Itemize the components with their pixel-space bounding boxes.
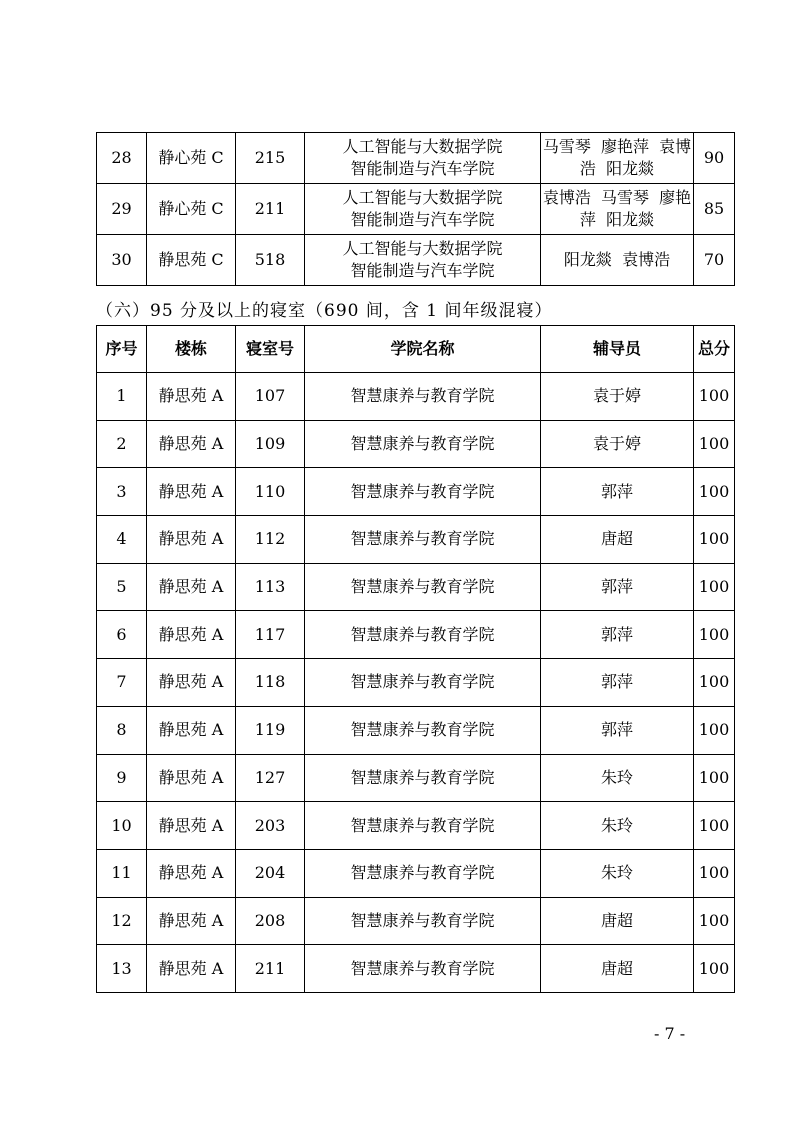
counselor-names [541,184,694,235]
counselor-line: 马雪琴 廖艳萍 袁博 [542,137,692,156]
counselor-name: 唐超 [541,516,694,564]
counselor-names [541,235,694,286]
counselor-name: 郭萍 [541,611,694,659]
building-name: 静思苑 C [147,235,236,286]
college-name: 智慧康养与教育学院 [305,897,541,945]
college-name: 智慧康养与教育学院 [305,468,541,516]
room-number: 204 [236,849,305,897]
total-score: 70 [694,235,735,286]
section-heading: （六）95 分及以上的寝室（690 间，含 1 间年级混寝） [96,301,553,321]
row-number: 1 [97,373,147,421]
total-score: 100 [694,611,735,659]
header-college: 学院名称 [305,326,541,373]
counselor-line: 浩 阳龙燚 [579,159,655,178]
room-number: 113 [236,563,305,611]
table-row [97,849,735,897]
row-number: 28 [97,133,147,184]
college-line: 智能制造与汽车学院 [350,210,495,229]
total-score: 90 [694,133,735,184]
row-number: 8 [97,706,147,754]
counselor-name: 朱玲 [541,802,694,850]
table-body [97,373,735,993]
row-number: 11 [97,849,147,897]
header-room: 寝室号 [236,326,305,373]
counselor-name: 朱玲 [541,849,694,897]
table-row [97,563,735,611]
building-name: 静思苑 A [147,611,236,659]
total-score: 100 [694,516,735,564]
table-row [97,802,735,850]
room-number: 118 [236,659,305,707]
college-line: 智能制造与汽车学院 [350,159,495,178]
row-number: 3 [97,468,147,516]
college-name: 智慧康养与教育学院 [305,611,541,659]
college-name [305,184,541,235]
room-number: 117 [236,611,305,659]
counselor-name: 郭萍 [541,563,694,611]
college-name: 智慧康养与教育学院 [305,420,541,468]
room-number: 107 [236,373,305,421]
building-name: 静思苑 A [147,945,236,993]
row-number: 4 [97,516,147,564]
building-name: 静思苑 A [147,563,236,611]
building-name: 静思苑 A [147,659,236,707]
college-name [305,235,541,286]
table-row [97,373,735,421]
room-number: 112 [236,516,305,564]
table-row [97,945,735,993]
college-name: 智慧康养与教育学院 [305,516,541,564]
room-number: 518 [236,235,305,286]
counselor-name: 袁于婷 [541,373,694,421]
counselor-name: 郭萍 [541,706,694,754]
row-number: 6 [97,611,147,659]
counselor-names [541,133,694,184]
total-score: 100 [694,802,735,850]
room-number: 215 [236,133,305,184]
table-row [97,420,735,468]
counselor-name: 郭萍 [541,468,694,516]
table-row [97,897,735,945]
building-name: 静思苑 A [147,468,236,516]
row-number: 2 [97,420,147,468]
row-number: 13 [97,945,147,993]
row-number: 7 [97,659,147,707]
college-name: 智慧康养与教育学院 [305,802,541,850]
table-row [97,516,735,564]
header-number: 序号 [97,326,147,373]
row-number: 5 [97,563,147,611]
building-name: 静心苑 C [147,184,236,235]
total-score: 100 [694,706,735,754]
room-number: 211 [236,945,305,993]
header-building: 楼栋 [147,326,236,373]
header-score: 总分 [694,326,735,373]
total-score: 100 [694,420,735,468]
college-line: 智能制造与汽车学院 [350,261,495,280]
dorm-score-table [96,325,735,993]
total-score: 100 [694,897,735,945]
college-line: 人工智能与大数据学院 [342,239,503,258]
total-score: 100 [694,754,735,802]
row-number: 29 [97,184,147,235]
table-row [97,133,735,184]
total-score: 100 [694,563,735,611]
college-name: 智慧康养与教育学院 [305,706,541,754]
table-row [97,659,735,707]
building-name: 静心苑 C [147,133,236,184]
continued-dorm-table [96,132,735,286]
counselor-line: 阳龙燚 袁博浩 [563,250,671,269]
building-name: 静思苑 A [147,706,236,754]
college-name: 智慧康养与教育学院 [305,754,541,802]
room-number: 203 [236,802,305,850]
counselor-name: 袁于婷 [541,420,694,468]
page-number: - 7 - [654,1024,686,1043]
college-line: 人工智能与大数据学院 [342,137,503,156]
room-number: 110 [236,468,305,516]
table-row [97,235,735,286]
counselor-name: 郭萍 [541,659,694,707]
row-number: 12 [97,897,147,945]
room-number: 109 [236,420,305,468]
total-score: 100 [694,373,735,421]
counselor-name: 唐超 [541,897,694,945]
counselor-name: 朱玲 [541,754,694,802]
table-row [97,706,735,754]
row-number: 9 [97,754,147,802]
building-name: 静思苑 A [147,897,236,945]
college-name: 智慧康养与教育学院 [305,659,541,707]
building-name: 静思苑 A [147,516,236,564]
college-name: 智慧康养与教育学院 [305,563,541,611]
table-row [97,184,735,235]
counselor-line: 萍 阳龙燚 [579,210,655,229]
room-number: 208 [236,897,305,945]
table-row [97,468,735,516]
building-name: 静思苑 A [147,754,236,802]
room-number: 211 [236,184,305,235]
total-score: 100 [694,659,735,707]
room-number: 127 [236,754,305,802]
building-name: 静思苑 A [147,420,236,468]
room-number: 119 [236,706,305,754]
college-line: 人工智能与大数据学院 [342,188,503,207]
counselor-name: 唐超 [541,945,694,993]
header-counselor: 辅导员 [541,326,694,373]
building-name: 静思苑 A [147,373,236,421]
total-score: 100 [694,945,735,993]
row-number: 30 [97,235,147,286]
college-name [305,133,541,184]
table-row [97,754,735,802]
building-name: 静思苑 A [147,802,236,850]
counselor-line: 袁博浩 马雪琴 廖艳 [542,188,692,207]
table-row [97,611,735,659]
table-header-row [97,326,735,373]
college-name: 智慧康养与教育学院 [305,373,541,421]
total-score: 85 [694,184,735,235]
total-score: 100 [694,849,735,897]
building-name: 静思苑 A [147,849,236,897]
college-name: 智慧康养与教育学院 [305,945,541,993]
row-number: 10 [97,802,147,850]
college-name: 智慧康养与教育学院 [305,849,541,897]
total-score: 100 [694,468,735,516]
